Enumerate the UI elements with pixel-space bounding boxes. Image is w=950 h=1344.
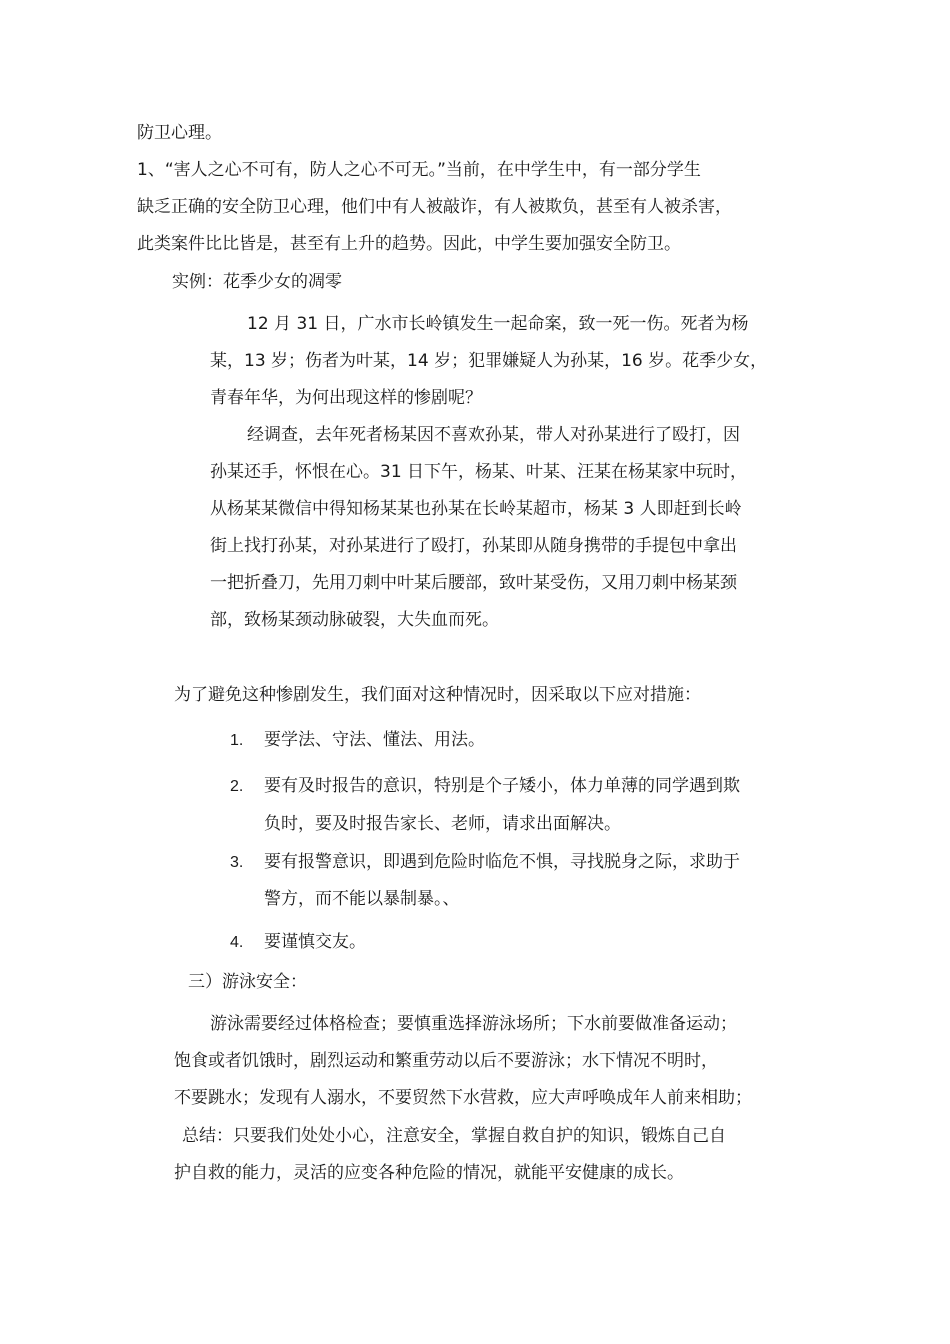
text-line: 为了避免这种惨剧发生，我们面对这种情况时，因采取以下应对措施： (174, 685, 701, 705)
list-number: 4. (230, 934, 244, 951)
text-line: 1、“害人之心不可有，防人之心不可无。”当前，在中学生中，有一部分学生 (137, 160, 701, 180)
list-item: 要有报警意识，即遇到危险时临危不惧，寻找脱身之际，求助于 (264, 852, 740, 872)
list-number: 3. (230, 854, 244, 871)
text-line: 防卫心理。 (137, 123, 222, 143)
text-line: 不要跳水；发现有人溺水，不要贸然下水营救，应大声呼唤成年人前来相助； (174, 1088, 752, 1108)
list-item: 要学法、守法、懂法、用法。 (264, 730, 485, 750)
list-item-continuation: 警方，而不能以暴制暴。、 (264, 889, 460, 909)
text-line: 街上找打孙某，对孙某进行了殴打，孙某即从随身携带的手提包中拿出 (210, 536, 737, 556)
summary-line: 总结：只要我们处处小心，注意安全，掌握自救自护的知识，锻炼自己自 (182, 1126, 726, 1146)
list-item: 要谨慎交友。 (264, 932, 366, 952)
example-heading: 实例：花季少女的凋零 (172, 272, 342, 292)
list-number: 1. (230, 732, 244, 749)
list-item: 要有及时报告的意识，特别是个子矮小，体力单薄的同学遇到欺 (264, 776, 740, 796)
text-line: 部，致杨某颈动脉破裂，大失血而死。 (210, 610, 499, 630)
text-line: 孙某还手，怀恨在心。31 日下午，杨某、叶某、汪某在杨某家中玩时， (210, 462, 748, 482)
text-line: 从杨某某微信中得知杨某某也孙某在长岭某超市，杨某 3 人即赶到长岭 (210, 499, 742, 519)
text-line: 12 月 31 日，广水市长岭镇发生一起命案，致一死一伤。死者为杨 (247, 314, 749, 334)
list-number: 2. (230, 778, 244, 795)
text-line: 经调查，去年死者杨某因不喜欢孙某，带人对孙某进行了殴打，因 (247, 425, 740, 445)
text-line: 游泳需要经过体格检查；要慎重选择游泳场所；下水前要做准备运动； (210, 1014, 737, 1034)
text-line: 此类案件比比皆是，甚至有上升的趋势。因此，中学生要加强安全防卫。 (137, 234, 681, 254)
text-line: 饱食或者饥饿时，剧烈运动和繁重劳动以后不要游泳；水下情况不明时， (174, 1051, 718, 1071)
section-heading: 三）游泳安全： (188, 972, 307, 992)
text-line: 缺乏正确的安全防卫心理，他们中有人被敲诈，有人被欺负，甚至有人被杀害， (137, 197, 732, 217)
text-line: 某，13 岁；伤者为叶某，14 岁；犯罪嫌疑人为孙某，16 岁。花季少女， (210, 351, 768, 371)
summary-line: 护自救的能力，灵活的应变各种危险的情况，就能平安健康的成长。 (174, 1163, 684, 1183)
list-item-continuation: 负时，要及时报告家长、老师，请求出面解决。 (264, 814, 621, 834)
text-line: 一把折叠刀，先用刀刺中叶某后腰部，致叶某受伤，又用刀刺中杨某颈 (210, 573, 737, 593)
text-line: 青春年华，为何出现这样的惨剧呢？ (210, 388, 482, 408)
